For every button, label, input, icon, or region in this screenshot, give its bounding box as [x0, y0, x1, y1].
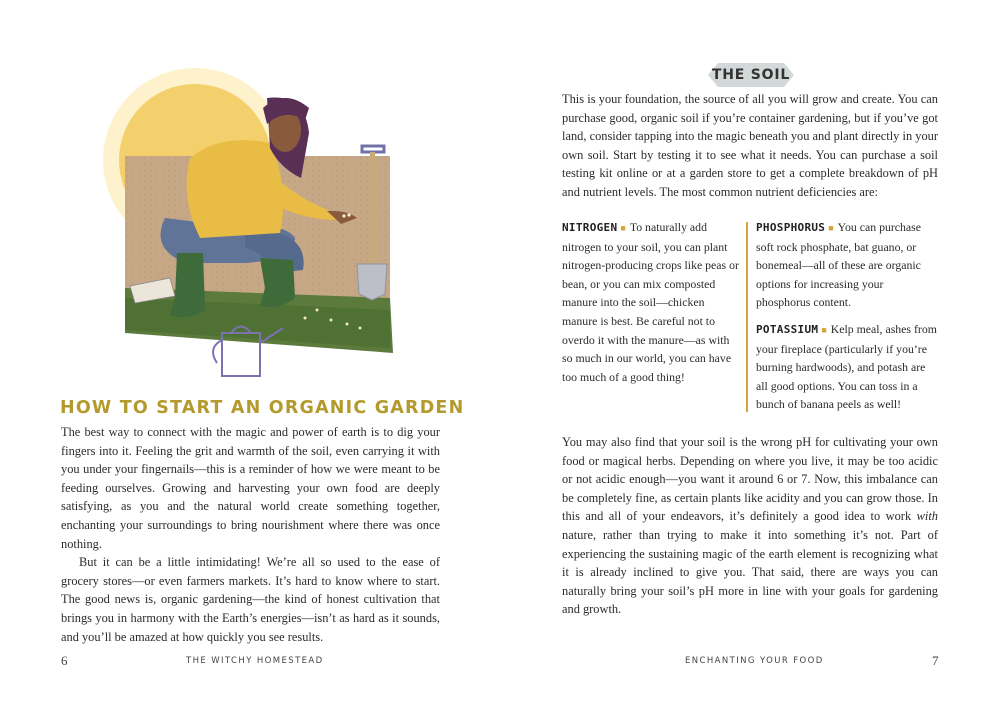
emphasis: with — [916, 509, 938, 524]
column-divider — [746, 222, 748, 412]
paragraph: But it can be a little intimidating! We’re all so used to the ease of grocery stores—or even farmers markets. It’s hard to know where to start. The good news is, organic gardening—the kind of honest cultivation that brings you in harmony with the Earth’s energies—isn’t as hard as it sounds, and you’ll be amazed at how quickly you see results. — [61, 555, 440, 644]
section-label-banner — [708, 63, 794, 87]
running-footer: ENCHANTING YOUR FOOD — [685, 656, 824, 666]
paragraph: This is your foundation, the source of all you will grow and create. You can purchase good, organic soil if you’re container gardening, but if you’ve got land, consider tapping into the magic beneath you and plant directly in your own soil. Start by testing it to see what it needs. You can purchase a soil testing kit online or at a garden store to get a complete breakdown of pH and nutrient levels. The most common nutrient deficiencies are: — [562, 92, 938, 199]
section-label: THE SOIL — [711, 67, 791, 83]
nutrient-text: Kelp meal, ashes from your fireplace (particularly if you’re burning hardwoods), and potash are all good options. You can toss in a bunch of banana peels as well! — [756, 322, 937, 412]
nutrient-phosphorus — [756, 218, 940, 312]
nutrient-text: You can purchase soft rock phosphate, bat guano, or bonemeal—all of these are organic options for increasing your phosphorus content. — [756, 220, 921, 310]
nutrient-nitrogen — [562, 218, 742, 386]
paragraph — [562, 433, 938, 619]
right-page — [500, 0, 1000, 708]
square-bullet-icon: ■ — [828, 223, 834, 233]
page-number: 7 — [932, 653, 939, 668]
section-heading: HOW TO START AN ORGANIC GARDEN — [60, 398, 465, 418]
nutrient-potassium — [756, 320, 940, 414]
soil-intro — [562, 90, 938, 202]
nutrient-term: POTASSIUM — [756, 323, 819, 336]
text-run: nature, rather than trying to make it into something it’s not. Part of experiencing the sustaining magic of the earth element is recognizing what it is already inclined to give you. That said, there are ways you can naturally bring your soil’s pH more in line with your goals for gardening and growth. — [562, 527, 938, 617]
nutrient-term: PHOSPHORUS — [756, 221, 826, 234]
text-run: You may also find that your soil is the wrong pH for cultivating your own food or magical herbs. Depending on where you live, it may be too acidic or not acidic enough—you want it around 6 or 7. Now, this imbalance can be completely fine, as certain plants like acidity and you can grow those. In this and all of your endeavors, it’s definitely a good idea to work — [562, 435, 938, 524]
square-bullet-icon: ■ — [821, 325, 827, 335]
page-number: 6 — [61, 653, 68, 668]
square-bullet-icon: ■ — [620, 223, 626, 233]
body-text-left — [61, 423, 440, 646]
running-footer: THE WITCHY HOMESTEAD — [186, 656, 324, 666]
soil-ph-paragraph — [562, 433, 938, 619]
gardening-illustration — [95, 48, 435, 383]
nutrient-text: To naturally add nitrogen to your soil, you can plant nitrogen-producing crops like peas or bean, or you can mix composted manure into the soil—chicken manure is best. Be careful not to overdo it with the manure—as with so much in our world, you can have too much of a good thing! — [562, 220, 739, 384]
paragraph: The best way to connect with the magic and power of earth is to dig your fingers into it. Feeling the grit and warmth of the soil, even carrying it with you under your fingernails—this is a reminder of how we were meant to be feeding ourselves. Growing and harvesting your own food are deeply satisfying, as you and the natural world create something together, enchanting your surroundings to bring nourishment where there was once nothing. — [61, 425, 440, 551]
nutrient-term: NITROGEN — [562, 221, 618, 234]
